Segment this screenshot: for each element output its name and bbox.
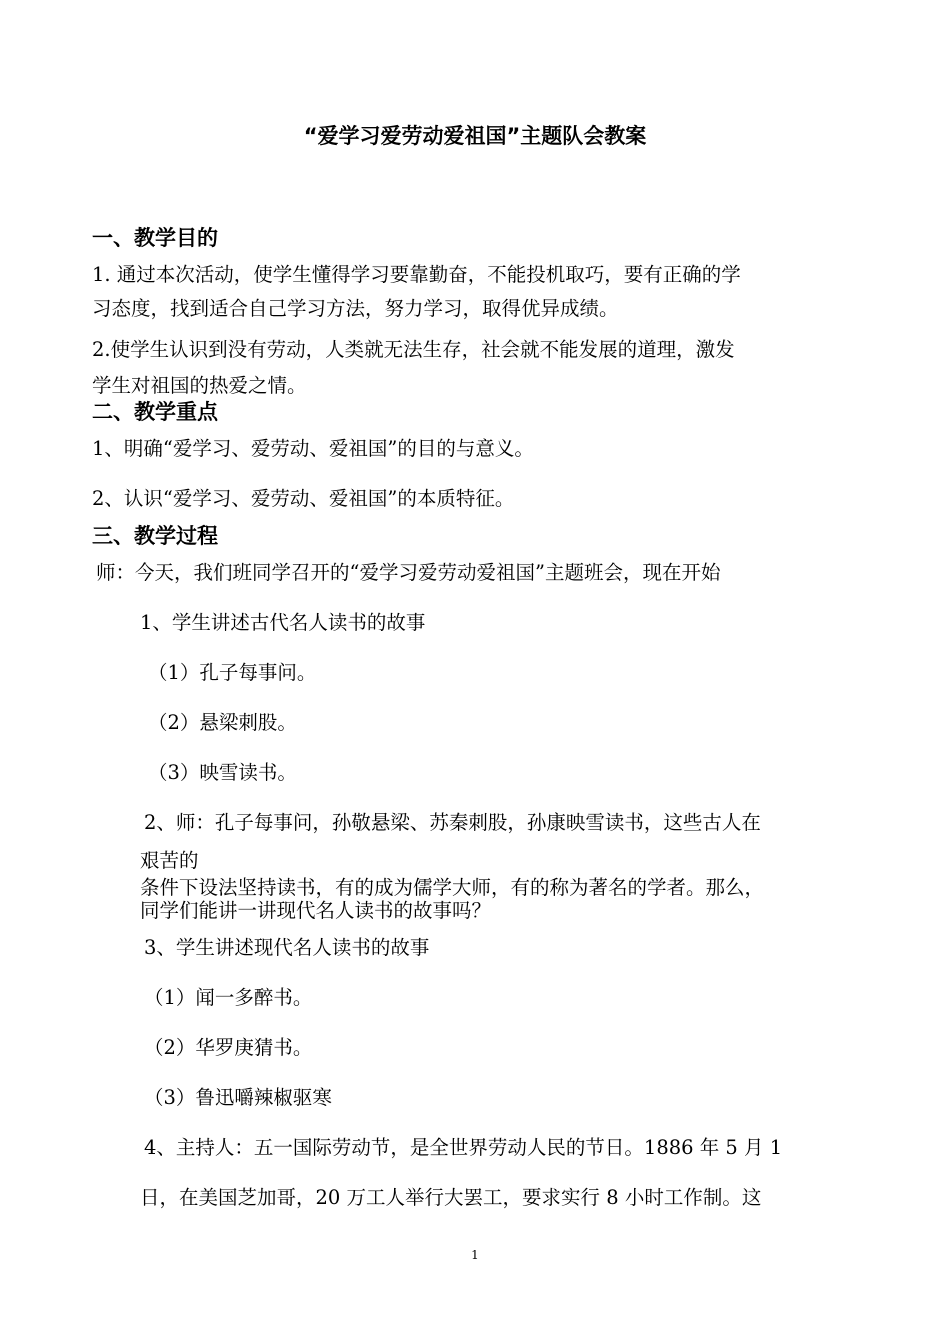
- list-item: （1）孔子每事问。: [148, 661, 317, 684]
- section-heading-process: 三、教学过程: [92, 524, 218, 548]
- paragraph-line: 2、认识“爱学习、爱劳动、爱祖国”的本质特征。: [92, 487, 515, 510]
- section-heading-objectives: 一、教学目的: [92, 226, 218, 250]
- section-heading-key-points: 二、教学重点: [92, 400, 218, 424]
- paragraph-line: 师：今天，我们班同学召开的“爱学习爱劳动爱祖国”主题班会，现在开始: [96, 561, 721, 584]
- paragraph-line: 同学们能讲一讲现代名人读书的故事吗？: [140, 899, 492, 922]
- list-item: （3）映雪读书。: [148, 761, 297, 784]
- list-item: （2）华罗庚猜书。: [144, 1036, 313, 1059]
- paragraph-line: 4、主持人：五一国际劳动节，是全世界劳动人民的节日。1886 年 5 月 1: [144, 1136, 783, 1159]
- paragraph-line: 学生对祖国的热爱之情。: [92, 374, 307, 397]
- paragraph-line: 条件下设法坚持读书，有的成为儒学大师，有的称为著名的学者。那么，: [140, 876, 765, 899]
- list-item: （3）鲁迅嚼辣椒驱寒: [144, 1086, 332, 1109]
- list-item: 3、学生讲述现代名人读书的故事: [144, 936, 430, 959]
- paragraph-line: 艰苦的: [140, 849, 199, 872]
- paragraph-line: 日，在美国芝加哥，20 万工人举行大罢工，要求实行 8 小时工作制。这: [140, 1186, 762, 1209]
- list-item: （1）闻一多醉书。: [144, 986, 313, 1009]
- page-number: 1: [471, 1248, 479, 1262]
- list-item: 1、学生讲述古代名人读书的故事: [140, 611, 426, 634]
- paragraph-line: 2、师：孔子每事问，孙敬悬梁、苏秦刺股，孙康映雪读书，这些古人在: [144, 811, 761, 834]
- list-item: （2）悬梁刺股。: [148, 711, 297, 734]
- document-title: “爱学习爱劳动爱祖国”主题队会教案: [303, 124, 647, 148]
- paragraph-line: 2.使学生认识到没有劳动，人类就无法生存，社会就不能发展的道理，激发: [92, 338, 735, 361]
- paragraph-line: 1、明确“爱学习、爱劳动、爱祖国”的目的与意义。: [92, 437, 534, 460]
- paragraph-line: 1. 通过本次活动，使学生懂得学习要靠勤奋，不能投机取巧，要有正确的学: [92, 263, 741, 286]
- paragraph-line: 习态度，找到适合自己学习方法，努力学习，取得优异成绩。: [92, 297, 619, 320]
